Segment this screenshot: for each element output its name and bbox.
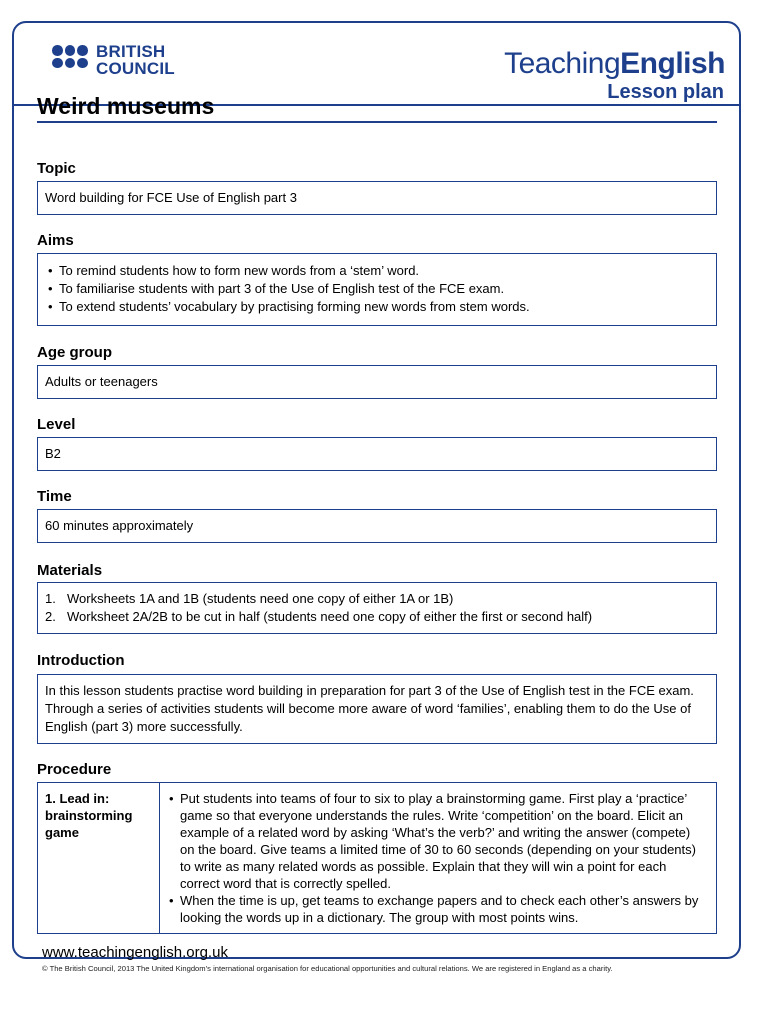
materials-list bbox=[45, 590, 716, 626]
introduction-box bbox=[37, 674, 717, 744]
age-group-value: Adults or teenagers bbox=[45, 374, 158, 389]
logo-dots-icon bbox=[52, 45, 90, 79]
aims-box bbox=[37, 253, 717, 326]
age-group-box bbox=[37, 365, 717, 399]
topic-value: Word building for FCE Use of English part 3 bbox=[45, 190, 297, 205]
materials-item: 2. Worksheet 2A/2B to be cut in half (students need one copy of either the first or second half) bbox=[45, 608, 716, 626]
procedure-bullet: • When the time is up, get teams to exchange papers and to check each other’s answers by looking the words up in a dictionary. The group with most points wins. bbox=[168, 892, 708, 926]
logo-text bbox=[96, 43, 175, 77]
introduction-label: Introduction bbox=[37, 652, 125, 669]
level-value: B2 bbox=[45, 446, 61, 461]
lesson-plan-subtitle: Lesson plan bbox=[607, 81, 724, 103]
time-box bbox=[37, 509, 717, 543]
procedure-step-title: 1. Lead in: brainstorming game bbox=[38, 783, 160, 933]
footer-url[interactable]: www.teachingenglish.org.uk bbox=[42, 944, 228, 961]
procedure-label: Procedure bbox=[37, 761, 112, 778]
procedure-step-body bbox=[160, 783, 716, 926]
materials-label: Materials bbox=[37, 562, 103, 579]
age-group-label: Age group bbox=[37, 344, 112, 361]
brand-plain: Teaching bbox=[504, 47, 621, 80]
introduction-value: In this lesson students practise word building in preparation for part 3 of the Use of English test in the FCE exam. Through a series of activities students will become more aware of word ‘families’, enabling them to do the Use of English (part 3) more successfully. bbox=[45, 683, 694, 734]
procedure-bullet: • Put students into teams of four to six to play a brainstorming game. First play a ‘practice’ game so that everyone understands the rules. Write ‘competition’ on the board. Elicit an example of a related word by asking ‘What’s the verb?’ and writing the answer (compete) on the board. Give teams a limited time of 30 to 60 seconds (depending on your students) to write as many related words as possible. Explain that they will win a point for each correct word that is correctly spelled. bbox=[168, 790, 708, 892]
level-box bbox=[37, 437, 717, 471]
level-label: Level bbox=[37, 416, 76, 433]
materials-item: 1. Worksheets 1A and 1B (students need one copy of either 1A or 1B) bbox=[45, 590, 716, 608]
page-title: Weird museums bbox=[37, 93, 215, 119]
procedure-bullets bbox=[168, 790, 708, 926]
time-value: 60 minutes approximately bbox=[45, 518, 194, 533]
brand-bold: English bbox=[620, 47, 725, 80]
footer-copyright: © The British Council, 2013 The United Kingdom’s international organisation for educational opportunities and cultural relations. We are registered in England as a charity. bbox=[42, 964, 613, 973]
aims-item: • To remind students how to form new words from a ‘stem’ word. bbox=[45, 262, 716, 280]
title-divider bbox=[37, 121, 717, 123]
british-council-logo bbox=[52, 43, 202, 83]
logo-line-2: COUNCIL bbox=[96, 59, 175, 78]
teaching-english-brand bbox=[504, 47, 725, 81]
aims-item: • To familiarise students with part 3 of the Use of English test of the FCE exam. bbox=[45, 280, 716, 298]
topic-label: Topic bbox=[37, 160, 76, 177]
aims-item: • To extend students’ vocabulary by practising forming new words from stem words. bbox=[45, 298, 716, 316]
aims-list bbox=[45, 262, 716, 316]
topic-box bbox=[37, 181, 717, 215]
logo-line-1: BRITISH bbox=[96, 42, 166, 61]
materials-box bbox=[37, 582, 717, 634]
procedure-table bbox=[37, 782, 717, 934]
aims-label: Aims bbox=[37, 232, 74, 249]
time-label: Time bbox=[37, 488, 72, 505]
